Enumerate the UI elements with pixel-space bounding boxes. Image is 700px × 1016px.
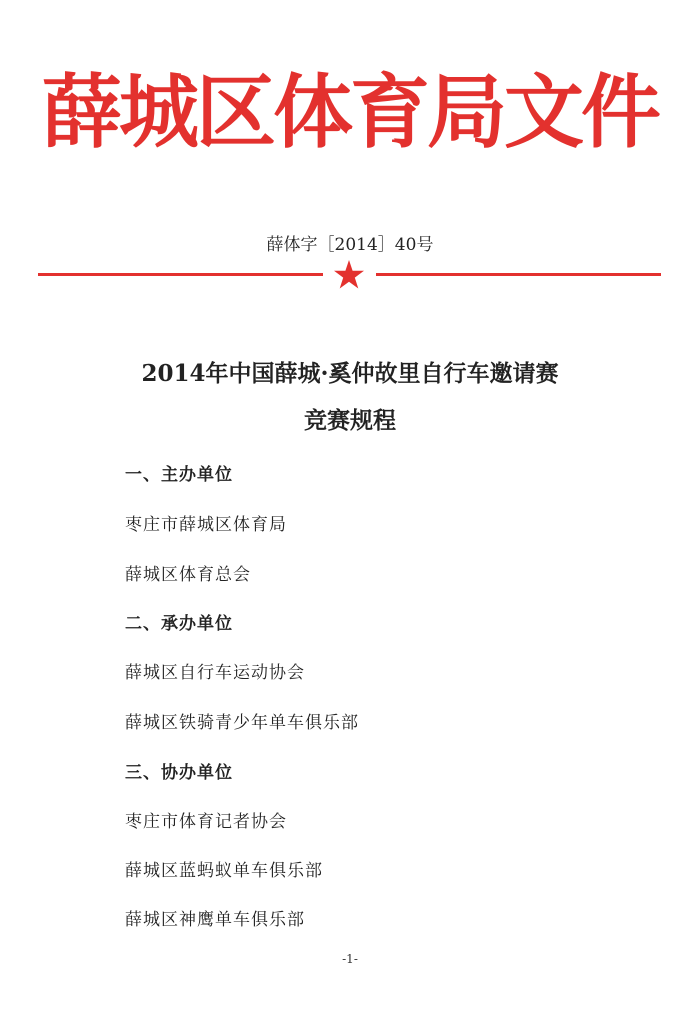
list-item: 枣庄市薛城区体育局	[125, 515, 287, 535]
list-item: 枣庄市体育记者协会	[125, 812, 287, 832]
list-item: 薛城区蓝蚂蚁单车俱乐部	[125, 861, 323, 881]
list-item: 薛城区体育总会	[125, 565, 251, 585]
section-heading-host: 二、承办单位	[125, 614, 233, 634]
section-heading-co-organizer: 三、协办单位	[125, 763, 233, 783]
list-item: 薛城区自行车运动协会	[125, 663, 305, 683]
section-heading-organizer: 一、主办单位	[125, 465, 233, 485]
document-title: 2014年中国薛城·奚仲故里自行车邀请赛	[141, 360, 559, 387]
document-subtitle: 竞赛规程	[304, 407, 396, 434]
document-number: 薛体字［2014］40号	[266, 235, 434, 255]
document-masthead: 薛城区体育局文件	[42, 66, 658, 159]
list-item: 薛城区铁骑青少年单车俱乐部	[125, 713, 359, 733]
red-rule-right	[376, 273, 661, 276]
page-number: -1-	[342, 952, 358, 966]
list-item: 薛城区神鹰单车俱乐部	[125, 910, 305, 930]
red-star-icon	[333, 259, 365, 291]
red-rule-left	[38, 273, 323, 276]
